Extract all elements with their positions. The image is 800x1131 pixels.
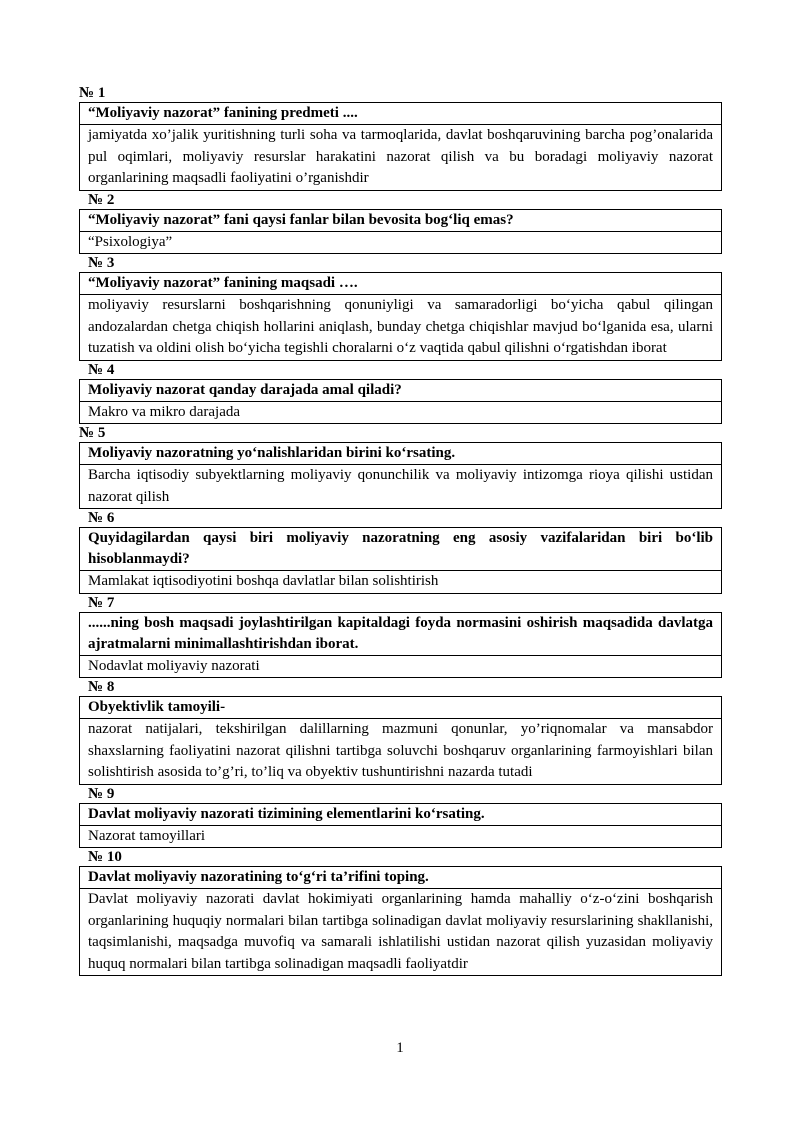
answer-text: jamiyatda xo’jalik yuritishning turli soha va tarmoqlarida, davlat boshqaruvining barcha pog’onalarida pul oqimlari, moliyaviy resurslar harakatini nazorat qilish va bu boradagi moliyaviy nazorat organlarining maqsadli faoliyatini o’rganishdir bbox=[88, 127, 713, 186]
question-text: ......ning bosh maqsadi joylashtirilgan kapitaldagi foyda normasini oshirish maqsadida davlatga ajratmalarni minimallashtirishdan iborat. bbox=[80, 613, 721, 656]
question-text: “Moliyaviy nazorat” fanining maqsadi …. bbox=[80, 273, 721, 295]
question-number: № 6 bbox=[88, 510, 115, 526]
answer-text: nazorat natijalari, tekshirilgan dalillarning mazmuni qonunlar, yo’riqnomalar va mansabdor shaxslarning faoliyatini nazorat qilishni tartibga soluvchi boshqaruv organlarining farmoyishlari bilan solishtirish asosida to’g’ri, to’liq va obyektiv tushuntirishni nazarda tutadi bbox=[88, 721, 713, 780]
question-block bbox=[79, 272, 722, 361]
answer-text: Nodavlat moliyaviy nazorati bbox=[88, 657, 260, 674]
question-block bbox=[79, 379, 722, 425]
answer-text: Davlat moliyaviy nazorati davlat hokimiyati organlarining hamda mahalliy o‘z-o‘zini boshqarish organlarining huquqiy normalari bilan tartibga solinadigan davlat moliyaviy resurslarining shakllanishi, taqsimlanishi, maqsadga muvofiq va samarali ishlatilishi ustidan nazorat qilish yuzasidan moliyaviy huquq normalari bilan tartibga solinadigan maqsadli faoliyatdir bbox=[88, 891, 713, 972]
question-block bbox=[79, 696, 722, 785]
question-number: № 3 bbox=[88, 255, 115, 271]
question-number: № 9 bbox=[88, 785, 115, 802]
question-block bbox=[79, 612, 722, 679]
question-number: № 1 bbox=[79, 85, 106, 101]
answer-text: Barcha iqtisodiy subyektlarning moliyaviy qonunchilik va moliyaviy intizomga rioya qilishi ustidan nazorat qilish bbox=[88, 467, 713, 505]
question-number: № 10 bbox=[88, 849, 122, 865]
answer-text: Mamlakat iqtisodiyotini boshqa davlatlar bilan solishtirish bbox=[88, 573, 439, 589]
question-number: № 2 bbox=[88, 191, 115, 208]
question-block bbox=[79, 209, 722, 255]
question-number: № 4 bbox=[88, 361, 115, 378]
question-text: “Moliyaviy nazorat” fanining predmeti .... bbox=[80, 103, 721, 125]
answer-text: Nazorat tamoyillari bbox=[88, 827, 206, 844]
question-text: Davlat moliyaviy nazorati tizimining elementlarini ko‘rsating. bbox=[80, 804, 721, 826]
question-block bbox=[79, 102, 722, 191]
question-list bbox=[79, 84, 722, 976]
answer-text: moliyaviy resurslarni boshqarishning qonuniyligi va samaradorligi bo‘yicha qabul qilingan andozalardan chetga chiqish hollarini aniqlash, bunday chetga chiqishlar mavjud bo‘lganida esa, ularni tuzatish va oldini olish bo‘yicha tegishli choralarni o‘z vaqtida qabul qilishni o‘rgatishdan iborat bbox=[88, 297, 713, 356]
question-number: № 7 bbox=[88, 594, 115, 611]
question-text: Obyektivlik tamoyili- bbox=[80, 697, 721, 719]
question-number: № 5 bbox=[79, 425, 106, 441]
question-text: “Moliyaviy nazorat” fani qaysi fanlar bilan bevosita bog‘liq emas? bbox=[80, 210, 721, 232]
question-block bbox=[79, 527, 722, 594]
question-text: Davlat moliyaviy nazoratining to‘g‘ri ta’rifini toping. bbox=[80, 867, 721, 889]
question-block bbox=[79, 442, 722, 509]
question-block bbox=[79, 803, 722, 849]
question-number: № 8 bbox=[88, 679, 115, 695]
question-text: Moliyaviy nazorat qanday darajada amal qiladi? bbox=[80, 380, 721, 402]
answer-text: Makro va mikro darajada bbox=[88, 403, 241, 420]
question-block bbox=[79, 866, 722, 976]
page-number: 1 bbox=[396, 1040, 404, 1056]
question-text: Moliyaviy nazoratning yo‘nalishlaridan birini ko‘rsating. bbox=[80, 443, 721, 465]
answer-text: “Psixologiya” bbox=[88, 233, 173, 250]
question-text: Quyidagilardan qaysi biri moliyaviy nazoratning eng asosiy vazifalaridan biri bo‘lib hisoblanmaydi? bbox=[80, 528, 721, 571]
